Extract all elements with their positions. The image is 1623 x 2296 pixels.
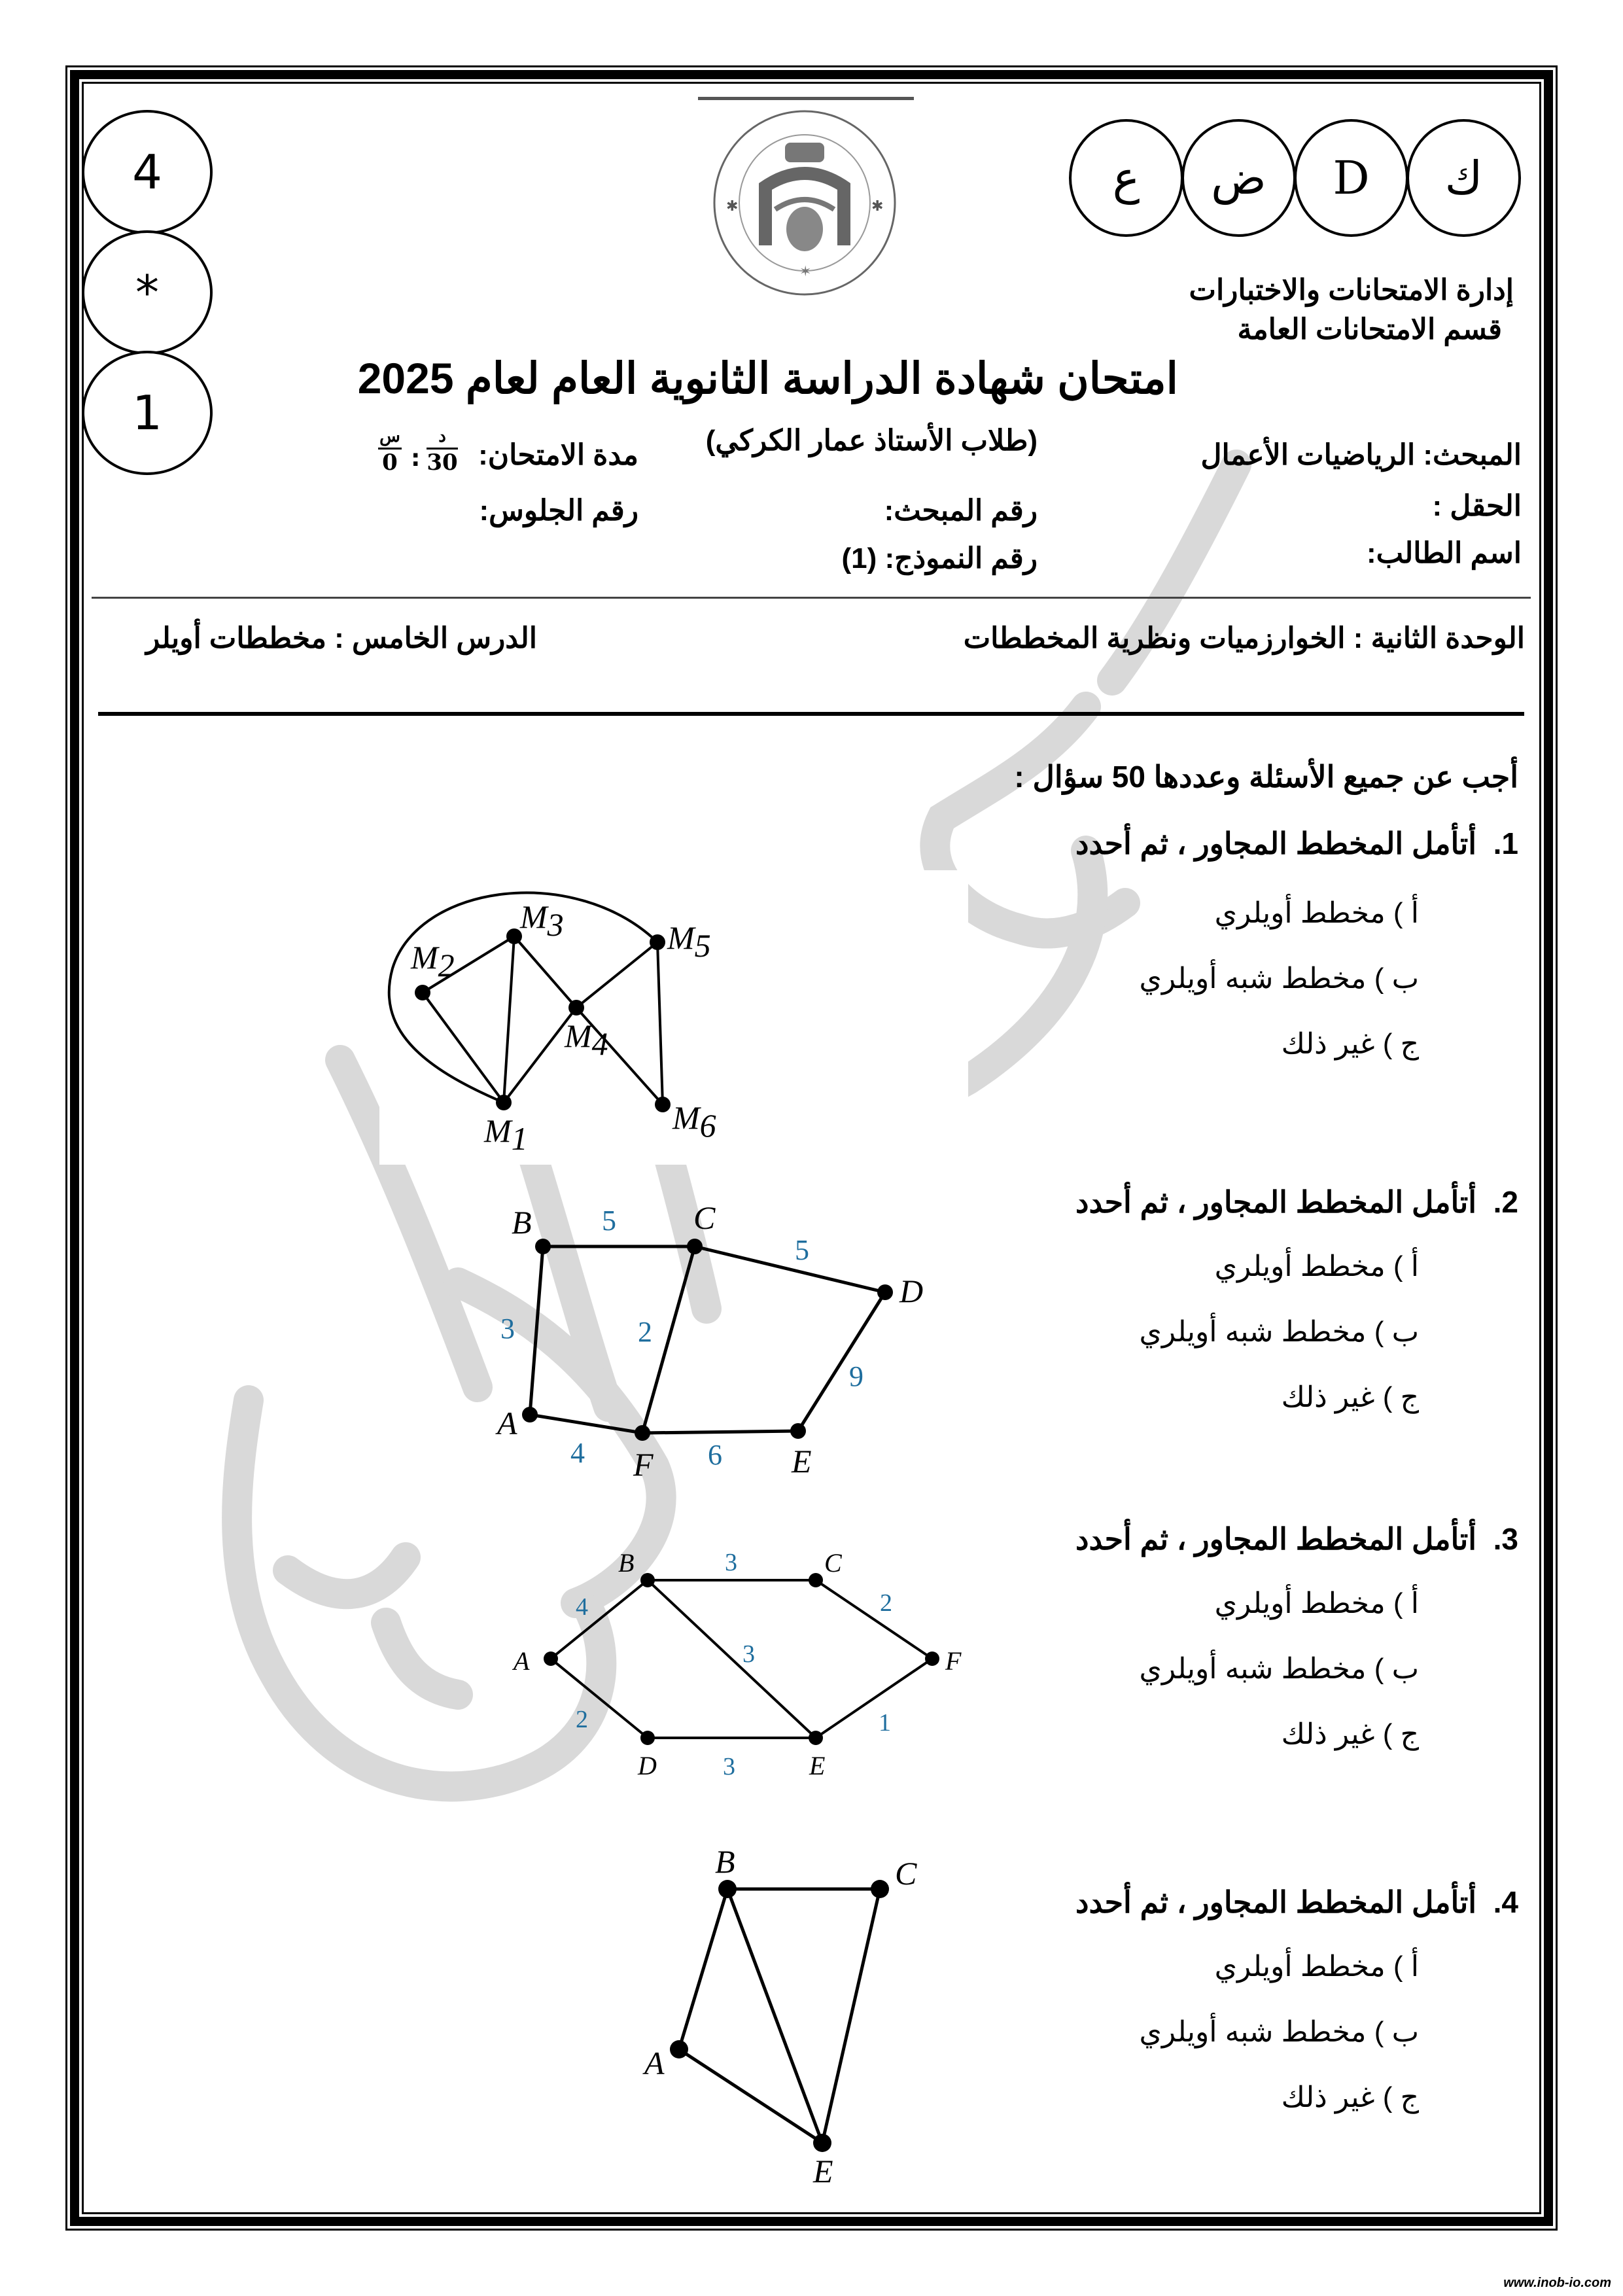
label-a: A <box>514 1646 530 1676</box>
weight-a-b: 4 <box>576 1593 588 1621</box>
top-circle-1-text: ك <box>1444 151 1483 205</box>
svg-text:✶: ✶ <box>799 264 812 280</box>
vertex-c <box>809 1573 823 1587</box>
vertex-m6 <box>655 1097 671 1112</box>
edge-e-f <box>816 1659 932 1738</box>
instructions: أجب عن جميع الأسئلة وعددها 50 سؤال : <box>1014 760 1518 794</box>
label-f: F <box>945 1646 962 1676</box>
question-4-option-a[interactable]: أ ) مخطط أويلري <box>1214 1951 1419 1983</box>
top-circle-4 <box>1069 119 1183 237</box>
top-circle-2 <box>1294 119 1408 237</box>
department-name: إدارة الامتحانات والاختبارات <box>1189 274 1514 306</box>
ministry-emblem-icon <box>700 105 909 301</box>
top-circle-1 <box>1406 119 1521 237</box>
question-4-option-c[interactable]: ج ) غير ذلك <box>1281 2081 1419 2113</box>
weight-a-b: 3 <box>500 1313 515 1345</box>
weight-e-f: 1 <box>879 1709 891 1737</box>
question-1-text: أتأمل المخطط المجاور ، ثم أحدد <box>1075 826 1477 860</box>
question-4-number: 4. <box>1493 1885 1518 1919</box>
weight-c-f: 2 <box>638 1316 652 1348</box>
question-2-prompt <box>1075 1184 1518 1220</box>
duration-minutes-value: 30 <box>427 450 458 476</box>
label-b: B <box>512 1204 532 1241</box>
label-m5: M5 <box>667 919 711 964</box>
question-4-graph <box>621 1819 981 2185</box>
label-m2: M2 <box>411 939 455 983</box>
student-name-label: اسم الطالب: <box>1367 537 1522 569</box>
question-3-graph <box>497 1518 968 1780</box>
label-b: B <box>618 1548 635 1578</box>
field-label: الحقل : <box>1432 490 1522 522</box>
left-circle-1-text: 4 <box>132 145 162 200</box>
question-3-prompt <box>1075 1521 1518 1557</box>
edge-b-e <box>727 1889 822 2143</box>
question-3-option-a[interactable]: أ ) مخطط أويلري <box>1214 1587 1419 1619</box>
vertex-b <box>640 1573 655 1587</box>
question-1-prompt <box>1075 826 1518 861</box>
label-b: B <box>715 1843 735 1880</box>
svg-text:✱: ✱ <box>871 198 884 215</box>
vertex-a <box>544 1651 558 1666</box>
label-f: F <box>633 1446 654 1483</box>
top-circle-3-text: ض <box>1211 151 1266 205</box>
duration-label: مدة الامتحان: <box>478 439 638 471</box>
label-c: C <box>895 1855 917 1892</box>
weight-d-e: 3 <box>723 1753 735 1780</box>
question-2-option-a[interactable]: أ ) مخطط أويلري <box>1214 1250 1419 1282</box>
weight-a-d: 2 <box>576 1706 588 1733</box>
vertex-m1 <box>496 1095 512 1110</box>
question-3-text: أتأمل المخطط المجاور ، ثم أحدد <box>1075 1522 1477 1556</box>
vertex-c <box>687 1239 703 1254</box>
weight-c-f: 2 <box>880 1589 892 1617</box>
weight-a-f: 4 <box>570 1437 585 1469</box>
label-c: C <box>693 1199 716 1236</box>
exam-title: امتحان شهادة الدراسة الثانوية العام لعام 2025 <box>357 354 1178 402</box>
label-e: E <box>813 2153 833 2185</box>
duration-hours-unit: س <box>378 425 402 450</box>
weight-b-c: 3 <box>725 1549 737 1576</box>
seat-number-label: رقم الجلوس: <box>479 495 638 527</box>
vertex-b <box>718 1880 737 1898</box>
question-2-option-b[interactable]: ب ) مخطط شبه أويلري <box>1139 1316 1419 1348</box>
teacher-note: (طلاب الأستاذ عمار الكركي) <box>705 425 1038 457</box>
question-1-option-c[interactable]: ج ) غير ذلك <box>1281 1028 1419 1060</box>
duration-minutes-unit: د <box>427 425 458 450</box>
question-1-option-a[interactable]: أ ) مخطط أويلري <box>1214 897 1419 929</box>
model-number-label: رقم النموذج: (1) <box>841 542 1038 574</box>
question-2-text: أتأمل المخطط المجاور ، ثم أحدد <box>1075 1185 1477 1219</box>
edge-a-e <box>679 2049 822 2143</box>
vertex-e <box>809 1731 823 1745</box>
edge-c-d <box>695 1246 885 1292</box>
section-name: قسم الامتحانات العامة <box>1237 313 1502 345</box>
vertex-d <box>640 1731 655 1745</box>
unit-title: الوحدة الثانية : الخوارزميات ونظرية المخططات <box>963 622 1525 654</box>
question-4-text: أتأمل المخطط المجاور ، ثم أحدد <box>1075 1885 1477 1919</box>
vertex-f <box>925 1651 939 1666</box>
left-circle-2 <box>82 230 213 355</box>
edge-a-b <box>551 1580 648 1659</box>
subject-label: المبحث: الرياضيات الأعمال <box>1200 439 1522 471</box>
label-a: A <box>497 1405 517 1441</box>
label-e: E <box>792 1443 812 1479</box>
edge-a-f <box>530 1415 642 1433</box>
vertex-c <box>871 1880 889 1898</box>
question-1-graph-detailed <box>379 870 968 1165</box>
weight-c-d: 5 <box>795 1234 809 1266</box>
label-m3: M3 <box>520 898 564 943</box>
edge-a-b <box>530 1246 543 1415</box>
weight-f-e: 6 <box>708 1439 722 1471</box>
edge-c-f <box>816 1580 932 1659</box>
edge-b-e <box>648 1580 816 1738</box>
question-3-option-b[interactable]: ب ) مخطط شبه أويلري <box>1139 1653 1419 1685</box>
vertex-d <box>877 1284 893 1300</box>
vertex-m4 <box>568 1000 584 1016</box>
left-circle-3 <box>82 351 213 475</box>
label-a: A <box>644 2045 665 2081</box>
label-m6: M6 <box>672 1099 716 1144</box>
label-m1: M1 <box>484 1112 528 1157</box>
edge-a-d <box>551 1659 648 1738</box>
question-1-number: 1. <box>1493 826 1518 860</box>
question-3-option-c[interactable]: ج ) غير ذلك <box>1281 1718 1419 1750</box>
label-e: E <box>809 1751 826 1780</box>
question-2-option-c[interactable]: ج ) غير ذلك <box>1281 1381 1419 1413</box>
weight-e-d: 9 <box>849 1360 864 1392</box>
lesson-title: الدرس الخامس : مخططات أويلر <box>146 622 537 654</box>
question-4-prompt <box>1075 1884 1518 1920</box>
vertex-f <box>635 1425 650 1441</box>
label-c: C <box>824 1548 842 1578</box>
top-circle-4-text: ع <box>1112 151 1140 205</box>
duration-hours-fraction <box>378 425 402 476</box>
question-1-option-b[interactable]: ب ) مخطط شبه أويلري <box>1139 963 1419 995</box>
subject-number-label: رقم المبحث: <box>884 495 1038 527</box>
label-d: D <box>638 1751 657 1780</box>
svg-text:✱: ✱ <box>726 198 739 215</box>
duration-separator: : <box>411 445 421 472</box>
edge-a-b <box>679 1889 727 2049</box>
section-divider <box>98 712 1524 716</box>
edge-e-d <box>798 1292 885 1431</box>
duration-hours-value: 0 <box>382 450 398 476</box>
edge-f-e <box>642 1431 798 1433</box>
vertex-e <box>813 2134 831 2152</box>
logo-top-rule <box>698 97 914 100</box>
question-3-number: 3. <box>1493 1522 1518 1556</box>
vertex-b <box>535 1239 551 1254</box>
weight-b-c: 5 <box>602 1205 616 1237</box>
footer-site: www.inob-io.com <box>1503 2276 1611 2290</box>
left-circle-1 <box>82 110 213 234</box>
vertex-e <box>790 1423 806 1439</box>
question-4-option-b[interactable]: ب ) مخطط شبه أويلري <box>1139 2016 1419 2048</box>
weight-b-e: 3 <box>742 1640 755 1668</box>
question-2-graph <box>471 1178 962 1492</box>
question-2-number: 2. <box>1493 1185 1518 1219</box>
label-d: D <box>899 1273 924 1309</box>
duration-minutes-fraction <box>427 425 458 476</box>
vertex-a <box>522 1407 538 1422</box>
top-circle-3 <box>1181 119 1296 237</box>
top-circle-2-text: D <box>1333 151 1370 205</box>
left-circle-2-text: * <box>135 265 159 320</box>
edge-c-e <box>822 1889 880 2143</box>
left-circle-3-text: 1 <box>132 385 162 440</box>
vertex-m5 <box>650 934 665 950</box>
label-m4: M4 <box>565 1017 608 1062</box>
vertex-m2 <box>415 985 430 1000</box>
header-divider <box>92 597 1531 599</box>
vertex-a <box>670 2040 688 2058</box>
